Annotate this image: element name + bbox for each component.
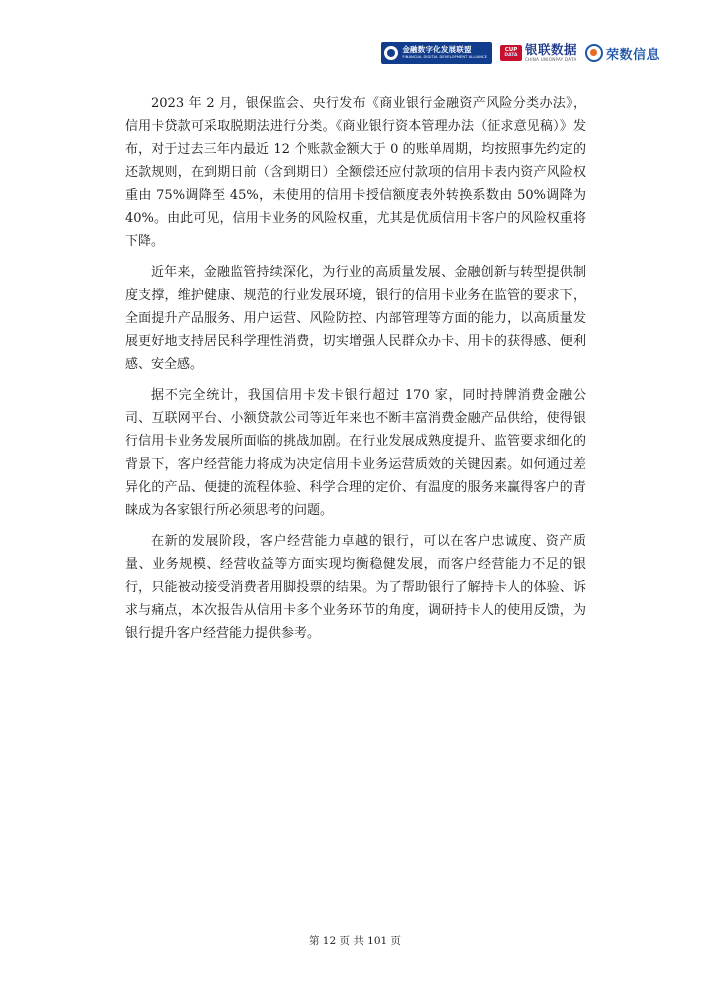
paragraph: 据不完全统计，我国信用卡发卡银行超过 170 家，同时持牌消费金融公司、互联网平台、小额贷款公司等近年来也不断丰富消费金融产品供给，使得银行信用卡业务发展所面临的挑战加剧。在行业发展成熟度提升、监管要求细化的背景下，客户经营能力将成为决定信用卡业务运营质效的关键因素。如何通过差异化的产品、便捷的流程体验、科学合理的定价、有温度的服务来赢得客户的青睐成为各家银行所必须思考的问题。 xyxy=(125,388,586,518)
alliance-logo-icon xyxy=(384,46,398,60)
unionpay-data-logo xyxy=(500,41,577,63)
rongshu-logo xyxy=(585,44,660,63)
alliance-logo xyxy=(381,42,492,64)
cup-data-badge-icon: CUP DATA xyxy=(500,45,522,61)
header-logos xyxy=(381,38,660,68)
unionpay-data-name: 银联数据 xyxy=(524,41,577,57)
page-number: 第 12 页 共 101 页 xyxy=(308,935,402,947)
alliance-logo-english: FINANCIAL DIGITAL DEVELOPMENT ALLIANCE xyxy=(402,54,487,59)
paragraph: 近年来，金融监管持续深化，为行业的高质量发展、金融创新与转型提供制度支撑，维护健康、规范的行业发展环境，银行的信用卡业务在监管的要求下，全面提升产品服务、用户运营、风险防控、内部管理等方面的能力，以高质量发展更好地支持居民科学理性消费，切实增强人民群众办卡、用卡的获得感、便利感、安全感。 xyxy=(125,265,586,372)
unionpay-data-english: CHINA UNIONPAY DATA xyxy=(524,57,577,63)
rongshu-logo-icon xyxy=(585,44,603,62)
body-text xyxy=(125,92,586,653)
paragraph: 在新的发展阶段，客户经营能力卓越的银行，可以在客户忠诚度、资产质量、业务规模、经营收益等方面实现均衡稳健发展，而客户经营能力不足的银行，只能被动接受消费者用脚投票的结果。为了帮助银行了解持卡人的体验、诉求与痛点，本次报告从信用卡多个业务环节的角度，调研持卡人的使用反馈，为银行提升客户经营能力提供参考。 xyxy=(125,534,586,641)
rongshu-logo-name: 荣数信息 xyxy=(605,47,660,63)
paragraph: 2023 年 2 月，银保监会、央行发布《商业银行金融资产风险分类办法》，信用卡贷款可采取脱期法进行分类。《商业银行资本管理办法（征求意见稿）》发布，对于过去三年内最近 12 个账款金额大于 0 的账单周期，均按照事先约定的还款规则，在到期日前（含到期日）全额偿还应付款项的信用卡表内资产风险权重由 75%调降至 45%，未使用的信用卡授信额度表外转换系数由 50%调降为 40%。由此可见，信用卡业务的风险权重，尤其是优质信用卡客户的风险权重将下降。 xyxy=(125,96,586,249)
alliance-logo-name: 金融数字化发展联盟 xyxy=(402,45,472,55)
